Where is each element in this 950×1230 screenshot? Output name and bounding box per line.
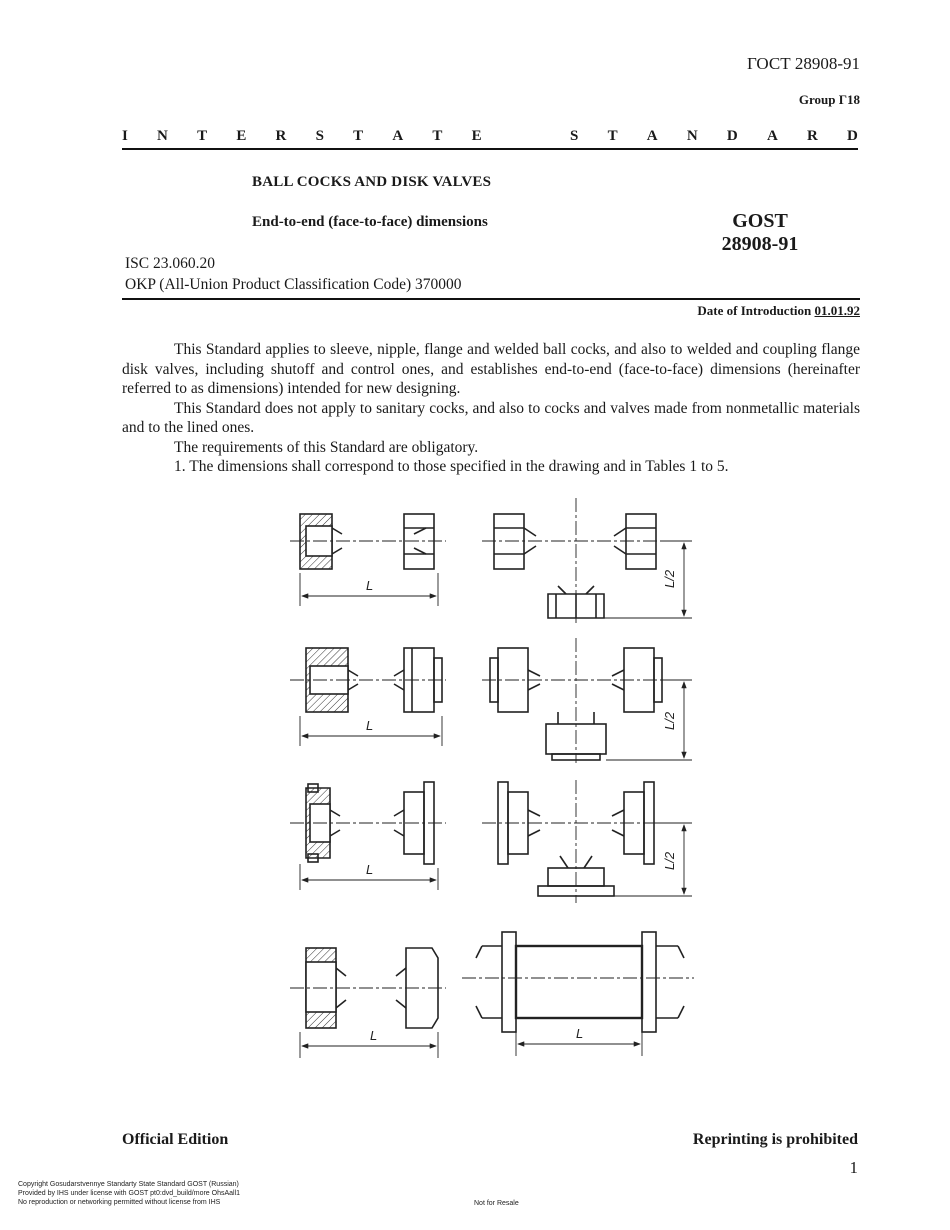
- dim-label-half: L/2: [662, 569, 677, 588]
- banner-letter: A: [392, 128, 404, 144]
- dim-label-half: L/2: [662, 711, 677, 730]
- copyright-line: No reproduction or networking permitted without license from IHS: [18, 1199, 221, 1206]
- dim-label-half: L/2: [662, 851, 677, 870]
- paragraph: The requirements of this Standard are obligatory.: [174, 438, 479, 456]
- banner-letter: T: [432, 128, 443, 144]
- banner-letter: R: [806, 128, 818, 144]
- dim-label-L: L: [576, 1026, 584, 1041]
- dim-label-L: L: [366, 578, 374, 593]
- header-rule: [122, 298, 860, 300]
- group-code: Group Г18: [798, 92, 860, 107]
- paragraph: This Standard does not apply to sanitary cocks, and also to cocks and valves made from nonmetallic materials and to the lined ones.: [122, 399, 860, 436]
- banner-letter: N: [157, 128, 168, 144]
- banner-letter: E: [236, 128, 247, 144]
- isc-code: ISC 23.060.20: [125, 255, 215, 272]
- gost-code: ГОСТ 28908-91: [746, 54, 860, 73]
- paragraph: This Standard applies to sleeve, nipple, flange and welded ball cocks, and also to welded and coupling flange disk valves, including shutoff and control ones, and establishes end-to-end (face-to-face) dimensions (hereinafter referred to as dimensions) intended for new designing.: [122, 341, 860, 397]
- banner-letter: T: [607, 128, 618, 144]
- reprinting-notice: Reprinting is prohibited: [692, 1131, 858, 1148]
- dim-label-L: L: [366, 862, 374, 877]
- interstate-standard-banner: [122, 128, 858, 150]
- three-way-nipple-figure: [482, 638, 692, 763]
- okp-code: OKP (All-Union Product Classification Code) 370000: [125, 276, 462, 293]
- dim-label-L: L: [366, 718, 374, 733]
- paragraph: 1. The dimensions shall correspond to those specified in the drawing and in Tables 1 to 5.: [174, 458, 729, 475]
- banner-letter: N: [686, 128, 698, 144]
- intro-label: Date of Introduction: [697, 303, 812, 318]
- welded-cock-figure: [290, 948, 446, 1058]
- resale-notice: Not for Resale: [474, 1200, 519, 1207]
- gost-box-line1: GOST: [732, 210, 788, 232]
- gost-box-line2: 28908-91: [721, 233, 799, 255]
- banner-letter: D: [726, 128, 738, 144]
- dim-label-L: L: [370, 1028, 378, 1043]
- banner-letter: T: [197, 128, 208, 144]
- dimension-drawing: [286, 498, 706, 1068]
- document-subtitle: End-to-end (face-to-face) dimensions: [252, 214, 488, 230]
- banner-letter: A: [766, 128, 778, 144]
- banner-letter: R: [275, 128, 287, 144]
- banner-letter: T: [353, 128, 364, 144]
- body-text: [122, 340, 860, 477]
- banner-letter: S: [570, 128, 579, 144]
- three-way-flange-figure: [482, 780, 692, 903]
- banner-letter: S: [315, 128, 324, 144]
- page-number: 1: [849, 1158, 858, 1177]
- copyright-line: Copyright Gosudarstvennye Standarty State Standard GOST (Russian): [18, 1181, 239, 1188]
- banner-letter: E: [471, 128, 482, 144]
- banner-gap: [511, 128, 541, 148]
- copyright-line: Provided by IHS under license with GOST pt0:dvd_build/more OhsAall1: [18, 1190, 241, 1197]
- intro-date: 01.01.92: [814, 303, 860, 318]
- copyright-notice: [18, 1180, 240, 1207]
- document-title: BALL COCKS AND DISK VALVES: [252, 174, 492, 190]
- banner-letter: I: [122, 128, 128, 144]
- banner-letter: D: [847, 128, 858, 144]
- introduction-date: [0, 303, 860, 319]
- banner-letter: A: [646, 128, 658, 144]
- gost-number-box: [720, 210, 800, 256]
- official-edition: Official Edition: [122, 1131, 229, 1148]
- three-way-sleeve-figure: [482, 498, 692, 623]
